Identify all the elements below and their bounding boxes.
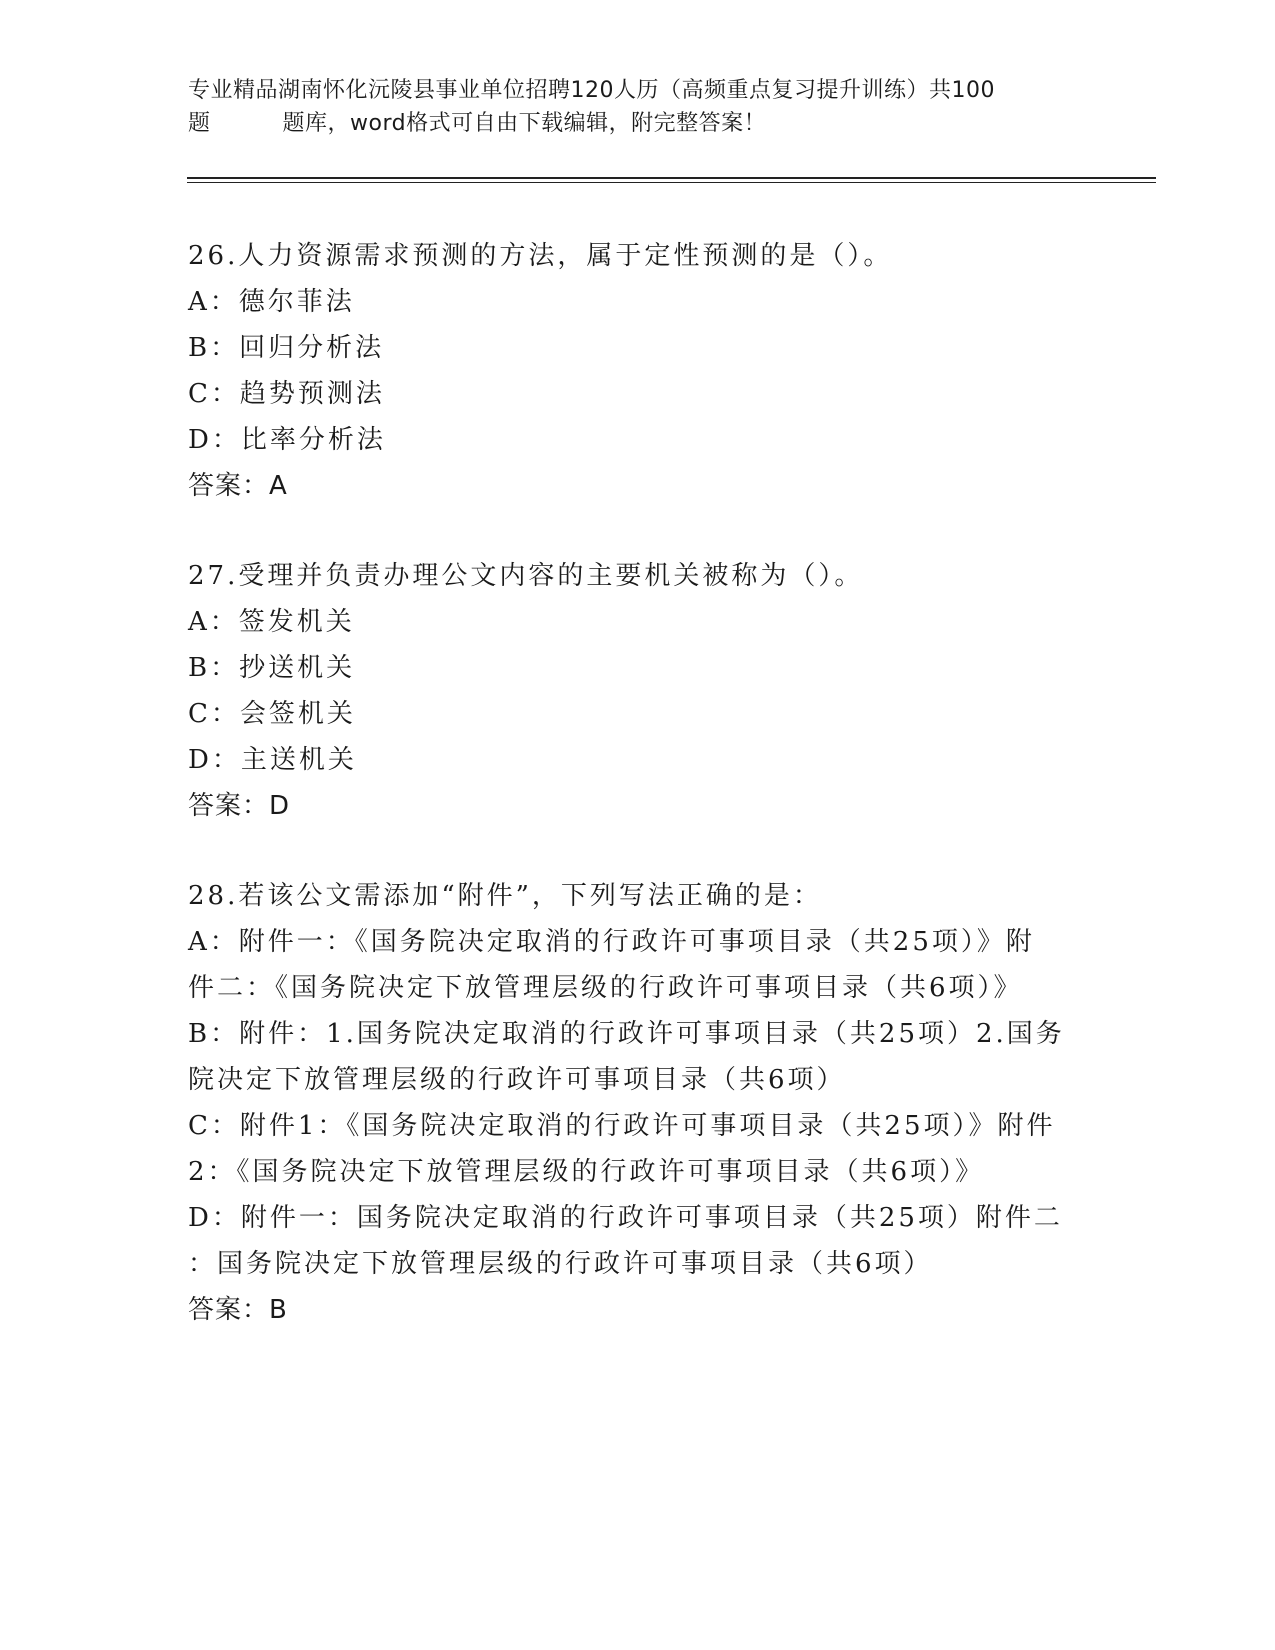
option-line: 件二：《国务院决定下放管理层级的行政许可事项目录（共6项）》	[188, 973, 1023, 1003]
header-divider	[187, 182, 1156, 183]
option-line: B：附件：1.国务院决定取消的行政许可事项目录（共25项）2.国务	[188, 1019, 1065, 1049]
header-title-line-2	[188, 108, 1088, 140]
option-line: C：附件1：《国务院决定取消的行政许可事项目录（共25项）》附件	[188, 1111, 1056, 1141]
header-title-line-1: 专业精品湖南怀化沅陵县事业单位招聘120人历（高频重点复习提升训练）共100	[188, 78, 995, 103]
option-d: D：主送机关	[188, 745, 357, 775]
question-stem: 28.若该公文需添加“附件”，下列写法正确的是：	[188, 881, 822, 911]
option-a: A：德尔菲法	[188, 287, 355, 317]
option-line: ：国务院决定下放管理层级的行政许可事项目录（共6项）	[188, 1249, 933, 1279]
option-line: 2：《国务院决定下放管理层级的行政许可事项目录（共6项）》	[188, 1157, 985, 1187]
answer-line: 答案：A	[188, 471, 288, 501]
header-title-fragment: 题库，word格式可自由下载编辑，附完整答案！	[282, 111, 767, 136]
question-block	[188, 233, 1088, 509]
option-b: B：抄送机关	[188, 653, 356, 683]
option-line: A：附件一：《国务院决定取消的行政许可事项目录（共25项）》附	[188, 927, 1035, 957]
question-stem: 26.人力资源需求预测的方法，属于定性预测的是（）。	[188, 241, 893, 271]
question-block	[188, 873, 1088, 1333]
answer-line: 答案：B	[188, 1295, 288, 1325]
question-block	[188, 553, 1088, 829]
option-d: D：比率分析法	[188, 425, 386, 455]
option-c: C：会签机关	[188, 699, 356, 729]
option-line: 院决定下放管理层级的行政许可事项目录（共6项）	[188, 1065, 846, 1095]
option-c: C：趋势预测法	[188, 379, 385, 409]
header-title-fragment: 题	[188, 111, 211, 136]
option-b: B：回归分析法	[188, 333, 385, 363]
document-header	[188, 74, 1088, 140]
question-stem: 27.受理并负责办理公文内容的主要机关被称为（）。	[188, 561, 864, 591]
answer-line: 答案：D	[188, 791, 291, 821]
option-line: D：附件一：国务院决定取消的行政许可事项目录（共25项）附件二	[188, 1203, 1063, 1233]
header-divider	[187, 177, 1156, 179]
option-a: A：签发机关	[188, 607, 355, 637]
